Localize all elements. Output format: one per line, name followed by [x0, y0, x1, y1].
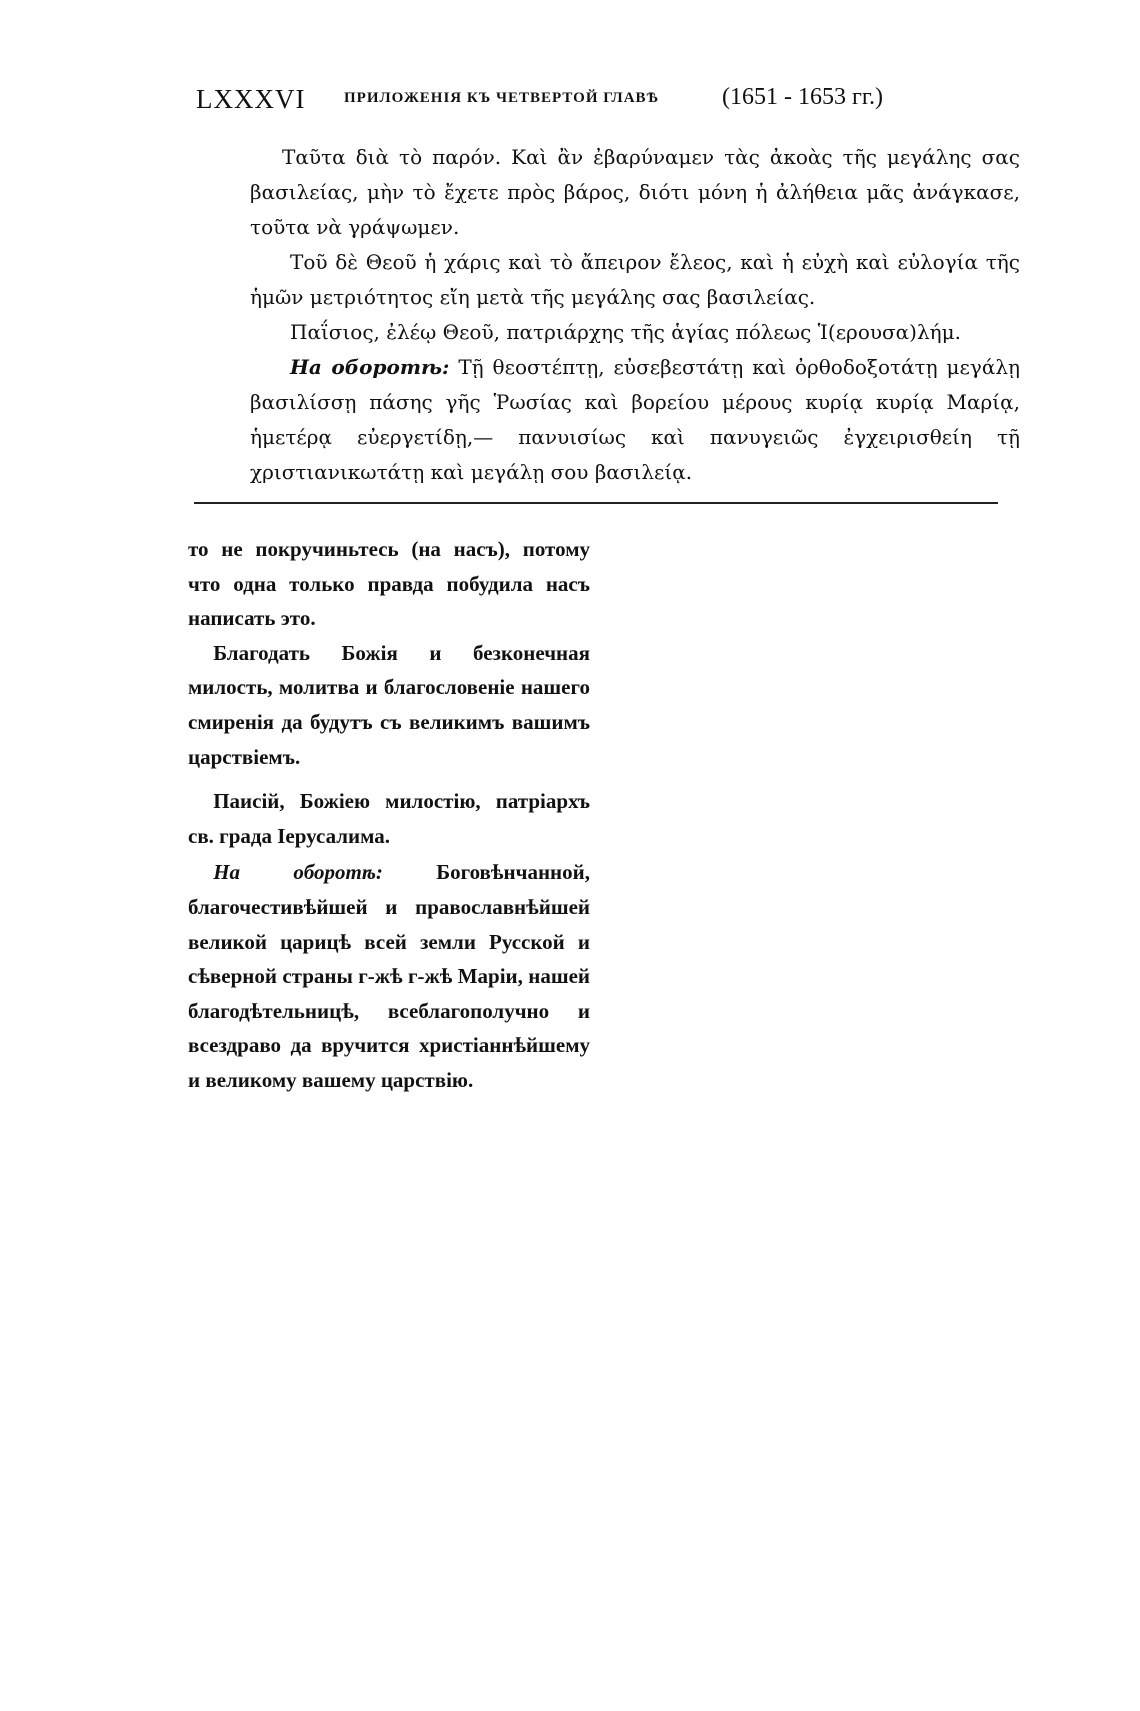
- russian-paragraph: то не покручиньтесь (на насъ), потому что одна только правда побудила насъ написать это.: [188, 537, 590, 631]
- russian-reverse-note: [188, 855, 590, 1097]
- reverse-label: На оборотѣ:: [290, 355, 450, 379]
- greek-text-block: [250, 140, 1020, 490]
- greek-reverse-note: [250, 350, 1020, 490]
- header-title: ПРИЛОЖЕНІЯ КЪ ЧЕТВЕРТОЙ ГЛАВѢ: [344, 90, 660, 106]
- russian-reverse-text: Боговѣнчанной, благочестивѣйшей и православнѣйшей великой царицѣ всей земли Русской и сѣверной страны г-жѣ г-жѣ Маріи, нашей благодѣтельницѣ, всеблагополучно и всездраво да вручится христіаннѣйшему и великому вашему царствію.: [188, 860, 590, 1092]
- header-years: (1651 - 1653 гг.): [722, 84, 883, 110]
- reverse-label: На оборотѣ:: [213, 860, 383, 885]
- running-head: [196, 84, 956, 124]
- greek-paragraph: Ταῦτα διὰ τὸ παρόν. Καὶ ἂν ἐβαρύναμεν τὰς ἀκοὰς τῆς μεγάλης σας βασιλείας, μὴν τὸ ἔχετε πρὸς βάρος, διότι μόνη ἡ ἀλήθεια μᾶς ἀνάγκασε, τοῦτα νὰ γράψωμεν.: [250, 145, 1020, 239]
- section-divider: [194, 502, 998, 504]
- russian-signature: Паисій, Божіею милостію, патріархъ св. града Іерусалима.: [188, 789, 590, 848]
- russian-paragraph: Благодать Божія и безконечная милость, молитва и благословеніе нашего смиренія да будутъ съ великимъ вашимъ царствіемъ.: [188, 640, 590, 769]
- greek-paragraph: Τοῦ δὲ Θεοῦ ἡ χάρις καὶ τὸ ἄπειρον ἔλεος, καὶ ἡ εὐχὴ καὶ εὐλογία τῆς ἡμῶν μετριότητος εἴη μετὰ τῆς μεγάλης σας βασιλείας.: [250, 250, 1020, 309]
- page-number: LXXXVI: [196, 84, 306, 114]
- greek-signature: Παΐσιος, ἐλέῳ Θεοῦ, πατριάρχης τῆς ἁγίας πόλεως Ἱ(ερουσα)λήμ.: [290, 320, 961, 344]
- russian-translation-block: [188, 532, 590, 1098]
- greek-reverse-text: Τῇ θεοστέπτῃ, εὐσεβεστάτῃ καὶ ὀρθοδοξοτάτῃ μεγάλῃ βασιλίσσῃ πάσης γῆς Ῥωσίας καὶ βορείου μέρους κυρίᾳ κυρίᾳ Μαρίᾳ, ἡμετέρᾳ εὐεργετίδῃ,— πανυισίως καὶ πανυγειῶς ἐγχειρισθείη τῇ χριστιανικωτάτῃ καὶ μεγάλῃ σου βασιλείᾳ.: [250, 355, 1021, 484]
